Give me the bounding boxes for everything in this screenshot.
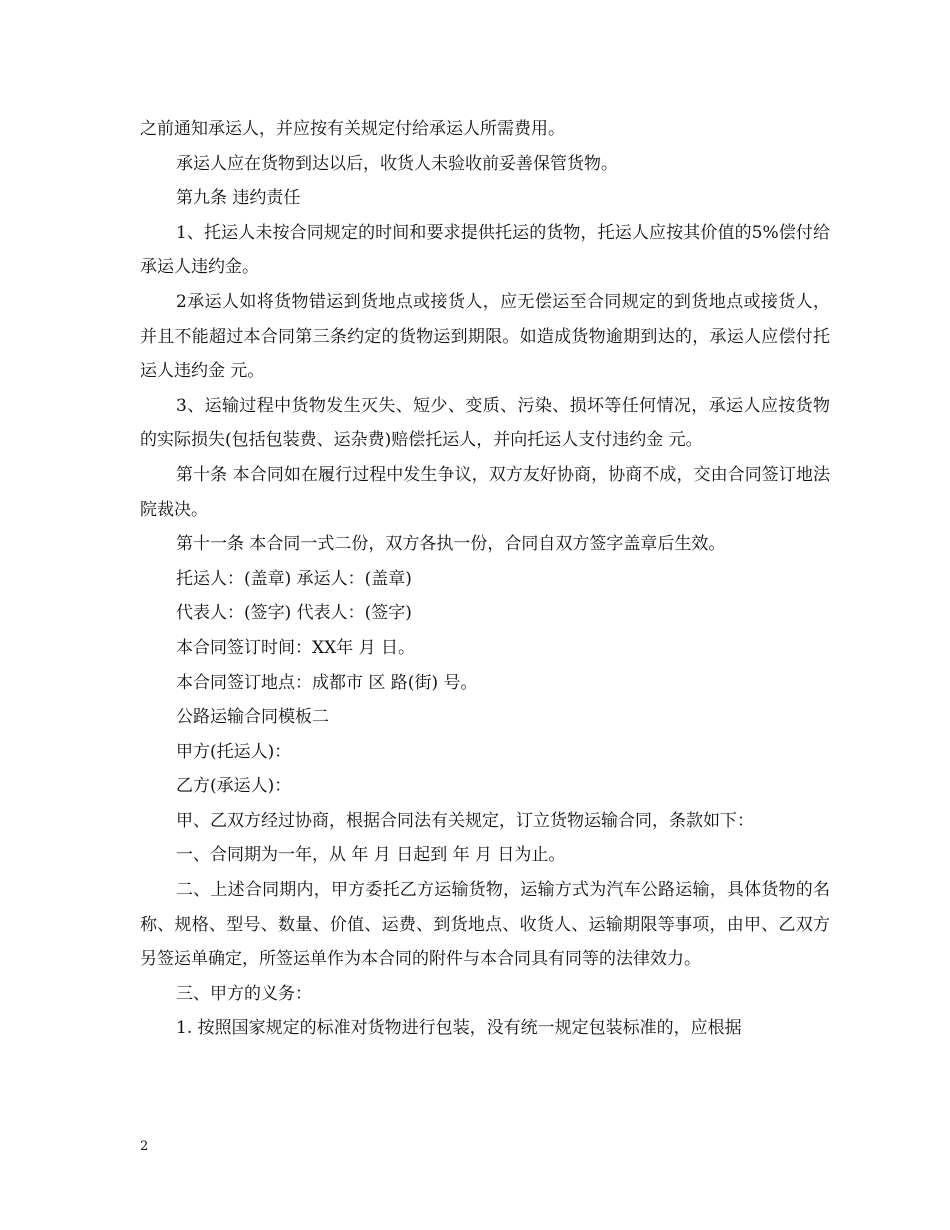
paragraph: 二、上述合同期内，甲方委托乙方运输货物，运输方式为汽车公路运输，具体货物的名称、规格、型号、数量、价值、运费、到货地点、收货人、运输期限等事项，由甲、乙双方另签运单确定，所签运单作为本合同的附件与本合同具有同等的法律效力。: [140, 880, 830, 970]
section-heading: 三、甲方的义务：: [176, 983, 312, 1004]
paragraph: 一、合同期为一年，从 年 月 日起到 年 月 日为止。: [176, 845, 566, 866]
signature-line: 托运人：(盖章) 承运人：(盖章): [176, 568, 412, 589]
paragraph: 甲、乙双方经过协商，根据合同法有关规定，订立货物运输合同，条款如下：: [176, 810, 754, 831]
signature-line: 代表人：(签字) 代表人：(签字): [176, 603, 412, 624]
paragraph: 承运人应在货物到达以后，收货人未验收前妥善保管货物。: [176, 153, 618, 174]
paragraph: 1. 按照国家规定的标准对货物进行包装，没有统一规定包装标准的，应根据: [176, 1018, 742, 1039]
paragraph: 2承运人如将货物错运到货地点或接货人，应无偿运至合同规定的到货地点或接货人，并且不能超过本合同第三条约定的货物运到期限。如造成货物逾期到达的，承运人应偿付托运人违约金 元。: [140, 291, 830, 382]
date-line: 本合同签订时间：XX年 月 日。: [176, 637, 416, 658]
location-line: 本合同签订地点：成都市 区 路(街) 号。: [176, 672, 478, 693]
paragraph: 第十条 本合同如在履行过程中发生争议，双方友好协商，协商不成，交由合同签订地法院裁决。: [140, 464, 830, 520]
paragraph: 3、运输过程中货物发生灭失、短少、变质、污染、损坏等任何情况，承运人应按货物的实际损失(包括包装费、运杂费)赔偿托运人，并向托运人支付违约金 元。: [140, 395, 830, 451]
document-body: [140, 112, 830, 1046]
paragraph: 1、托运人未按合同规定的时间和要求提供托运的货物，托运人应按其价值的5%偿付给承运人违约金。: [140, 222, 830, 278]
party-a-line: 甲方(托运人)：: [176, 741, 292, 762]
template-heading: 公路运输合同模板二: [176, 707, 329, 728]
page-number: 2: [140, 1139, 149, 1154]
paragraph: 之前通知承运人，并应按有关规定付给承运人所需费用。: [140, 119, 565, 139]
section-heading: 第九条 违约责任: [176, 188, 301, 209]
paragraph: 第十一条 本合同一式二份，双方各执一份，合同自双方签字盖章后生效。: [176, 534, 726, 555]
party-b-line: 乙方(承运人)：: [176, 776, 292, 797]
